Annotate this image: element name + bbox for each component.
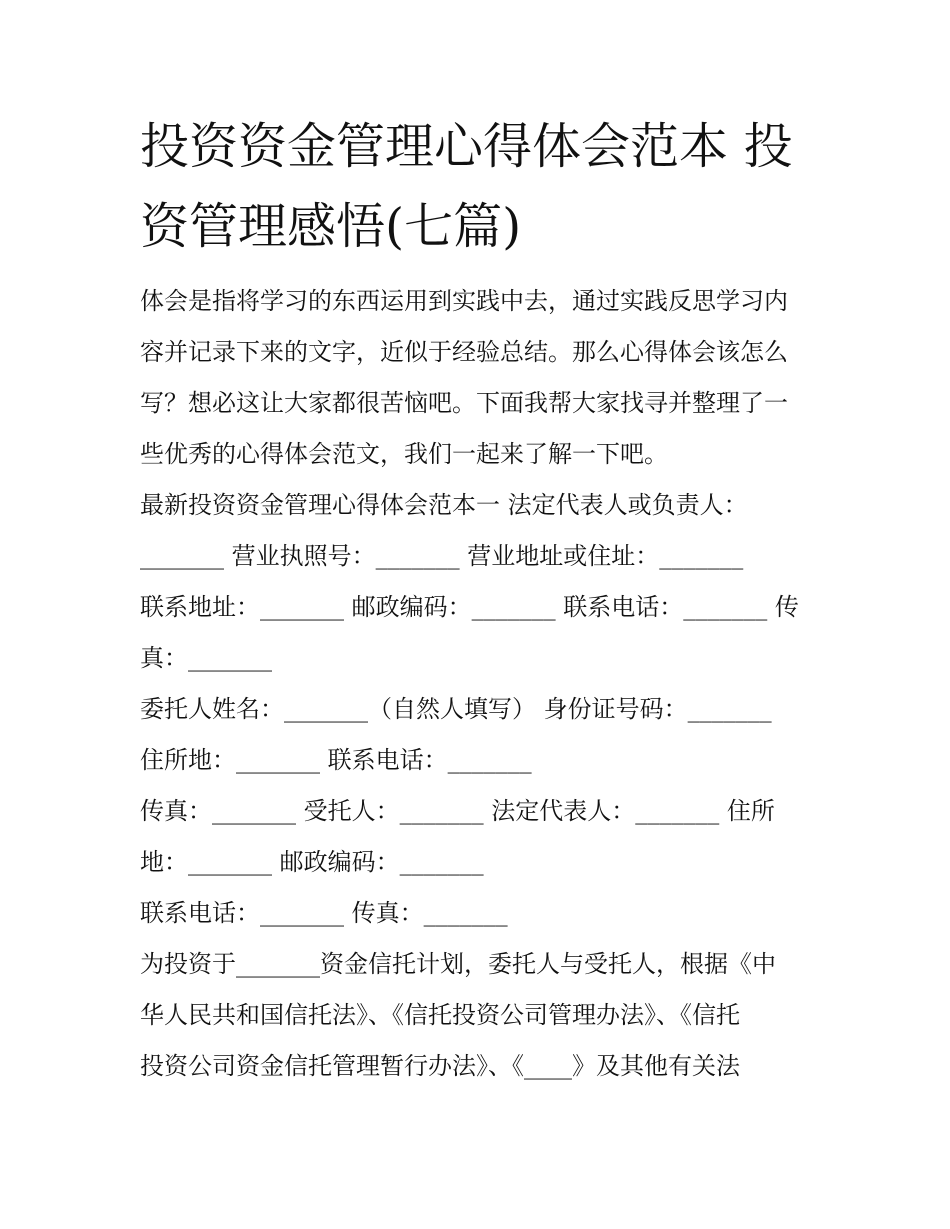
body-line: 体会是指将学习的东西运用到实践中去，通过实践反思学习内 — [140, 287, 788, 315]
body-line: 容并记录下来的文字，近似于经验总结。那么心得体会该怎么 — [140, 338, 788, 366]
body-line: 为投资于_______资金信托计划，委托人与受托人，根据《中 — [140, 950, 776, 978]
document-title-line-1: 投资资金管理心得体会范本 投 — [140, 118, 793, 175]
body-line: 委托人姓名：_______（自然人填写） 身份证号码：_______ — [140, 695, 772, 723]
body-line: 投资公司资金信托管理暂行办法》、《____》及其他有关法 — [140, 1052, 740, 1080]
body-line: 地：_______ 邮政编码：_______ — [140, 848, 484, 876]
body-line: 写？想必这让大家都很苦恼吧。下面我帮大家找寻并整理了一 — [140, 389, 788, 417]
body-line: 最新投资资金管理心得体会范本一 法定代表人或负责人： — [140, 491, 748, 519]
body-line: 真：_______ — [140, 644, 272, 672]
body-line: 些优秀的心得体会范文，我们一起来了解一下吧。 — [140, 440, 668, 468]
body-line: 传真：_______ 受托人：_______ 法定代表人：_______ 住所 — [140, 797, 775, 825]
body-line: _______ 营业执照号：_______ 营业地址或住址：_______ — [140, 542, 744, 570]
body-line: 联系电话：_______ 传真：_______ — [140, 899, 508, 927]
body-line: 联系地址：_______ 邮政编码：_______ 联系电话：_______ 传 — [140, 593, 799, 621]
document-title-line-2: 资管理感悟(七篇) — [140, 198, 522, 255]
body-line: 住所地：_______ 联系电话：_______ — [140, 746, 532, 774]
body-line: 华人民共和国信托法》、《信托投资公司管理办法》、《信托 — [140, 1001, 740, 1029]
